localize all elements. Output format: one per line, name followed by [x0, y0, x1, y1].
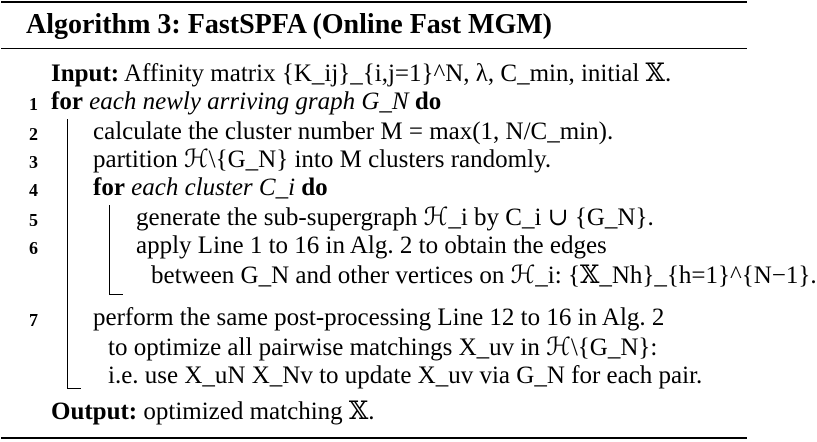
do-keyword: do: [414, 88, 442, 115]
bottom-rule: [1, 437, 747, 439]
inner-do-keyword: do: [301, 174, 328, 201]
top-rule: [1, 1, 747, 3]
outer-loop-end: [67, 388, 81, 389]
input-line: [51, 59, 671, 89]
algo-line-5: generate the sub-supergraph ℋ_i by C_i ∪ {G_N}.: [136, 204, 654, 231]
line-number-2: 2: [29, 124, 38, 144]
algo-line-3: partition ℋ\{G_N} into M clusters randomly.: [93, 146, 552, 173]
line-number-5: 5: [29, 210, 38, 230]
algo-line-7-continued: to optimize all pairwise matchings X_uv in ℋ\{G_N}:: [108, 334, 658, 361]
output-text: optimized matching 𝕏.: [143, 398, 375, 425]
line-number-6: 6: [29, 238, 38, 258]
algo-line-7: perform the same post-processing Line 12 to 16 in Alg. 2: [93, 304, 665, 331]
inner-loop-bar: [109, 205, 110, 295]
algo-line-2: calculate the cluster number M = max(1, N/C_min).: [93, 118, 614, 145]
algo-line-1: [51, 87, 441, 117]
inner-for-keyword: for: [93, 174, 125, 201]
line-number-4: 4: [29, 180, 38, 200]
algorithm-box: [1, 1, 817, 439]
input-text: Affinity matrix {K_ij}_{i,j=1}^N, λ, C_min, initial 𝕏.: [123, 60, 672, 87]
for-keyword: for: [51, 88, 83, 115]
algo-line-6-continued: between G_N and other vertices on ℋ_i: {𝕏_Nh}_{h=1}^{N−1}.: [151, 262, 817, 289]
line-1-text: each newly arriving graph G_N: [89, 88, 409, 115]
title-rule: [1, 48, 747, 49]
algo-line-4: [93, 173, 328, 203]
algo-line-7-continued-2: i.e. use X_uN X_Nv to update X_uv via G_N for each pair.: [108, 362, 703, 389]
inner-loop-end: [109, 294, 123, 295]
outer-loop-bar: [67, 119, 68, 389]
line-4-text: each cluster C_i: [131, 174, 296, 201]
algo-line-6: apply Line 1 to 16 in Alg. 2 to obtain the edges: [136, 232, 607, 259]
line-number-1: 1: [29, 94, 38, 114]
line-number-7: 7: [29, 310, 38, 330]
input-label: Input:: [51, 60, 120, 87]
algorithm-title: Algorithm 3: FastSPFA (Online Fast MGM): [26, 9, 552, 40]
line-number-3: 3: [29, 152, 38, 172]
output-line: [51, 397, 375, 427]
output-label: Output:: [51, 398, 138, 425]
